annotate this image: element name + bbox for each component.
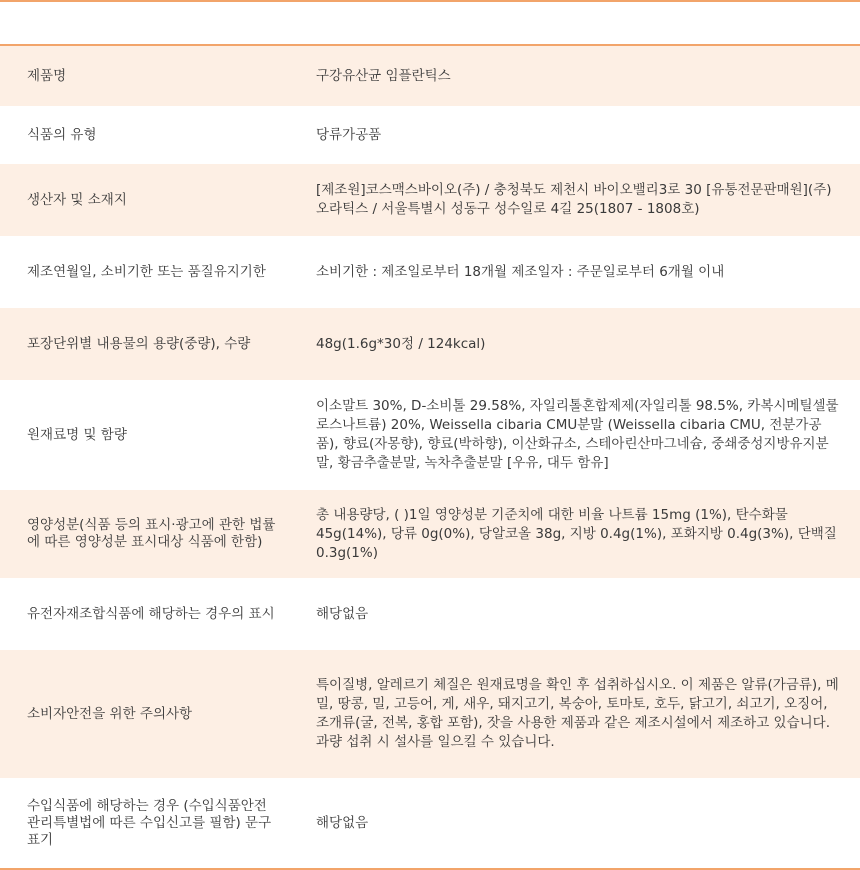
row-value: 48g(1.6g*30정 / 124kcal) — [316, 335, 486, 352]
row-value: 해당없음 — [316, 605, 369, 622]
row-label: 생산자 및 소재지 — [27, 191, 127, 208]
table-row — [0, 578, 860, 650]
table-row — [0, 650, 860, 778]
row-label: 원재료명 및 함량 — [27, 426, 127, 443]
row-label: 제조연월일, 소비기한 또는 품질유지기한 — [27, 263, 266, 280]
row-value: 해당없음 — [316, 814, 369, 831]
row-value: 이소말트 30%, D-소비톨 29.58%, 자일리톨혼합제제(자일리톨 98.5%, 카복시메틸셀룰로스나트륨) 20%, Weissella cibaria CMU분말 (Weissella cibaria CMU, 전분가공품), 향료(자몽향), 향료(박하향), 이산화규소, 스테아린산마그네슘, 중쇄중성지방유지분말, 황금추출분말, 녹차추출분말 [우유, 대두 함유] — [316, 398, 839, 471]
table-row — [0, 106, 860, 164]
row-value: 당류가공품 — [316, 126, 382, 143]
table-row — [0, 236, 860, 308]
row-value: [제조원]코스맥스바이오(주) / 충청북도 제천시 바이오밸리3로 30 [유통전문판매원](주)오라틱스 / 서울특별시 성동구 성수일로 4길 25(1807 - 1808호) — [316, 182, 832, 217]
row-label: 포장단위별 내용물의 용량(중량), 수량 — [27, 335, 251, 352]
table-row — [0, 46, 860, 106]
table-row — [0, 308, 860, 380]
table-row — [0, 380, 860, 490]
row-label: 소비자안전을 위한 주의사항 — [27, 705, 193, 722]
product-info-table — [0, 44, 860, 870]
top-divider — [0, 0, 860, 2]
row-value: 소비기한 : 제조일로부터 18개월 제조일자 : 주문일로부터 6개월 이내 — [316, 263, 725, 280]
row-label: 식품의 유형 — [27, 126, 97, 143]
row-value: 특이질병, 알레르기 체질은 원재료명을 확인 후 섭취하십시오. 이 제품은 알류(가금류), 메밀, 땅콩, 밀, 고등어, 게, 새우, 돼지고기, 복숭아, 토마토, 호두, 닭고기, 쇠고기, 오징어, 조개류(굴, 전복, 홍합 포함), 잣을 사용한 제품과 같은 제조시설에서 제조하고 있습니다. 과량 섭취 시 설사를 일으킬 수 있습니다. — [316, 677, 839, 750]
row-value: 구강유산균 임플란틱스 — [316, 67, 451, 84]
row-label: 제품명 — [27, 67, 67, 84]
table-row — [0, 778, 860, 868]
table-row — [0, 490, 860, 578]
row-value: 총 내용량당, ( )1일 영양성분 기준치에 대한 비율 나트륨 15mg (1%), 탄수화물 45g(14%), 당류 0g(0%), 당알코올 38g, 지방 0.4g(1%), 포화지방 0.4g(3%), 단백질 0.3g(1%) — [316, 506, 837, 561]
table-row — [0, 164, 860, 236]
row-label: 영양성분(식품 등의 표시·광고에 관한 법률에 따른 영양성분 표시대상 식품에 한함) — [27, 517, 276, 550]
row-label: 수입식품에 해당하는 경우 (수입식품안전관리특별법에 따른 수입신고를 필함) 문구 표기 — [27, 797, 272, 848]
row-label: 유전자재조합식품에 해당하는 경우의 표시 — [27, 605, 275, 622]
